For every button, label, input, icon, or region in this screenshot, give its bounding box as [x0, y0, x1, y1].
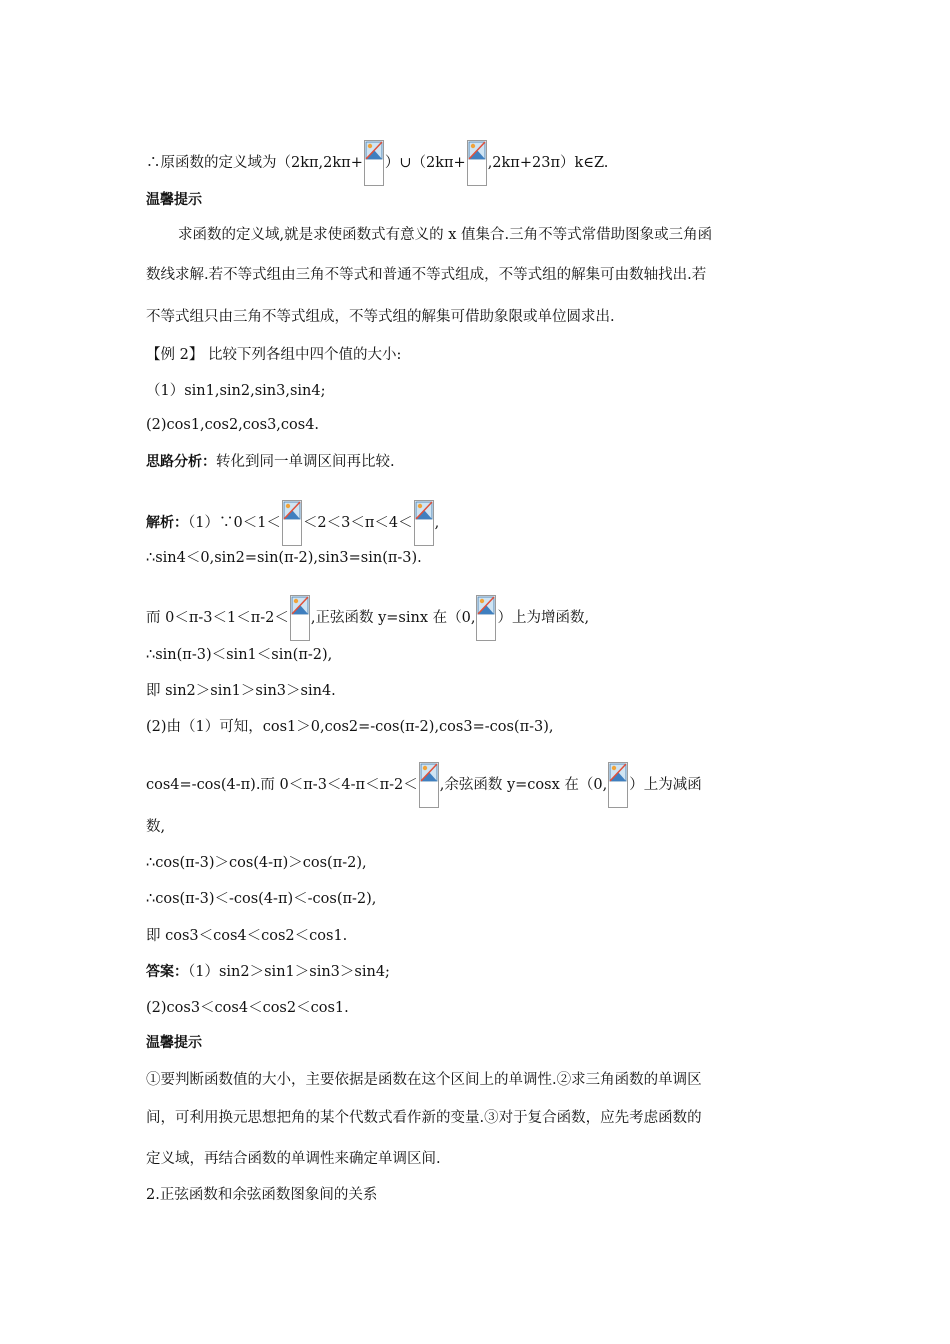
text-line — [146, 762, 702, 808]
broken-image-icon — [608, 762, 628, 808]
broken-image-icon — [282, 500, 302, 546]
text-line — [146, 1070, 702, 1090]
text-run: ∴cos(π-3)＜-cos(4-π)＜-cos(π-2), — [146, 891, 377, 907]
section-label: 解析： — [146, 515, 188, 531]
text-run: ）上为增函数, — [497, 610, 590, 626]
text-run: （1）sin1,sin2,sin3,sin4; — [146, 383, 326, 399]
text-run: 转化到同一单调区间再比较. — [216, 454, 395, 470]
text-run: 不等式组只由三角不等式组成，不等式组的解集可借助象限或单位圆求出. — [146, 309, 615, 325]
text-line — [146, 717, 554, 737]
text-line — [146, 817, 165, 837]
broken-image-icon — [476, 595, 496, 641]
text-run: ）上为减函 — [629, 777, 702, 793]
text-run: ,正弦函数 y=sinx 在（0, — [310, 610, 476, 626]
broken-image-icon — [364, 140, 384, 186]
text-run: ∴cos(π-3)＞cos(4-π)＞cos(π-2), — [146, 855, 367, 871]
text-run: ,2kπ+23π）k∈Z. — [487, 155, 609, 171]
text-run: 求函数的定义域,就是求使函数式有意义的 x 值集合.三角不等式常借助图象或三角函 — [178, 227, 713, 243]
text-run: （1）∵0＜1＜ — [188, 515, 281, 531]
text-line — [146, 1108, 702, 1128]
text-run: ∴原函数的定义域为（2kπ,2kπ+ — [146, 155, 363, 171]
broken-image-icon — [419, 762, 439, 808]
text-run: ＜2＜3＜π＜4＜ — [302, 515, 413, 531]
text-line — [146, 681, 336, 701]
text-run: 【例 2】 比较下列各组中四个值的大小: — [146, 347, 402, 363]
text-line — [146, 381, 326, 401]
text-line — [146, 926, 347, 946]
text-run: 数, — [146, 819, 166, 835]
text-run: ,余弦函数 y=cosx 在（0, — [439, 777, 608, 793]
section-label: 思路分析： — [146, 454, 216, 470]
text-line — [146, 500, 439, 546]
text-run: 温馨提示 — [146, 1035, 202, 1051]
text-line — [146, 595, 589, 641]
text-line — [146, 190, 202, 210]
text-run: 定义域，再结合函数的单调性来确定单调区间. — [146, 1151, 441, 1167]
text-run: 间，可利用换元思想把角的某个代数式看作新的变量.③对于复合函数，应先考虑函数的 — [146, 1110, 702, 1126]
text-line — [146, 265, 706, 285]
text-run: （1）sin2＞sin1＞sin3＞sin4; — [188, 964, 390, 980]
text-run: , — [434, 515, 440, 531]
text-run: cos4=-cos(4-π).而 0＜π-3＜4-π＜π-2＜ — [146, 777, 418, 793]
text-run: ∴sin(π-3)＜sin1＜sin(π-2), — [146, 647, 333, 663]
text-run: ①要判断函数值的大小，主要依据是函数在这个区间上的单调性.②求三角函数的单调区 — [146, 1072, 702, 1088]
text-run: 即 cos3＜cos4＜cos2＜cos1. — [146, 928, 348, 944]
broken-image-icon — [467, 140, 487, 186]
text-line — [146, 548, 422, 568]
text-line — [146, 1033, 202, 1053]
text-run: 2.正弦函数和余弦函数图象间的关系 — [146, 1187, 378, 1203]
text-run: (2)由（1）可知，cos1＞0,cos2=-cos(π-2),cos3=-cos(π-3), — [146, 719, 554, 735]
text-line — [146, 307, 615, 327]
text-line — [146, 853, 367, 873]
text-run: ∴sin4＜0,sin2=sin(π-2),sin3=sin(π-3). — [146, 550, 422, 566]
section-label: 答案： — [146, 964, 188, 980]
text-run: ）∪（2kπ+ — [384, 155, 466, 171]
text-run: 即 sin2＞sin1＞sin3＞sin4. — [146, 683, 336, 699]
text-line — [146, 452, 395, 472]
text-line — [146, 1149, 441, 1169]
text-run: (2)cos1,cos2,cos3,cos4. — [146, 417, 320, 433]
broken-image-icon — [414, 500, 434, 546]
text-run: (2)cos3＜cos4＜cos2＜cos1. — [146, 1000, 349, 1016]
text-line — [146, 345, 401, 365]
text-line — [146, 140, 608, 186]
text-line — [146, 1185, 377, 1205]
broken-image-icon — [290, 595, 310, 641]
text-run: 温馨提示 — [146, 192, 202, 208]
text-line — [146, 889, 376, 909]
text-run: 数线求解.若不等式组由三角不等式和普通不等式组成，不等式组的解集可由数轴找出.若 — [146, 267, 707, 283]
text-line — [146, 645, 332, 665]
text-line — [178, 225, 712, 245]
text-line — [146, 415, 319, 435]
text-line — [146, 962, 390, 982]
text-line — [146, 998, 349, 1018]
text-run: 而 0＜π-3＜1＜π-2＜ — [146, 610, 289, 626]
